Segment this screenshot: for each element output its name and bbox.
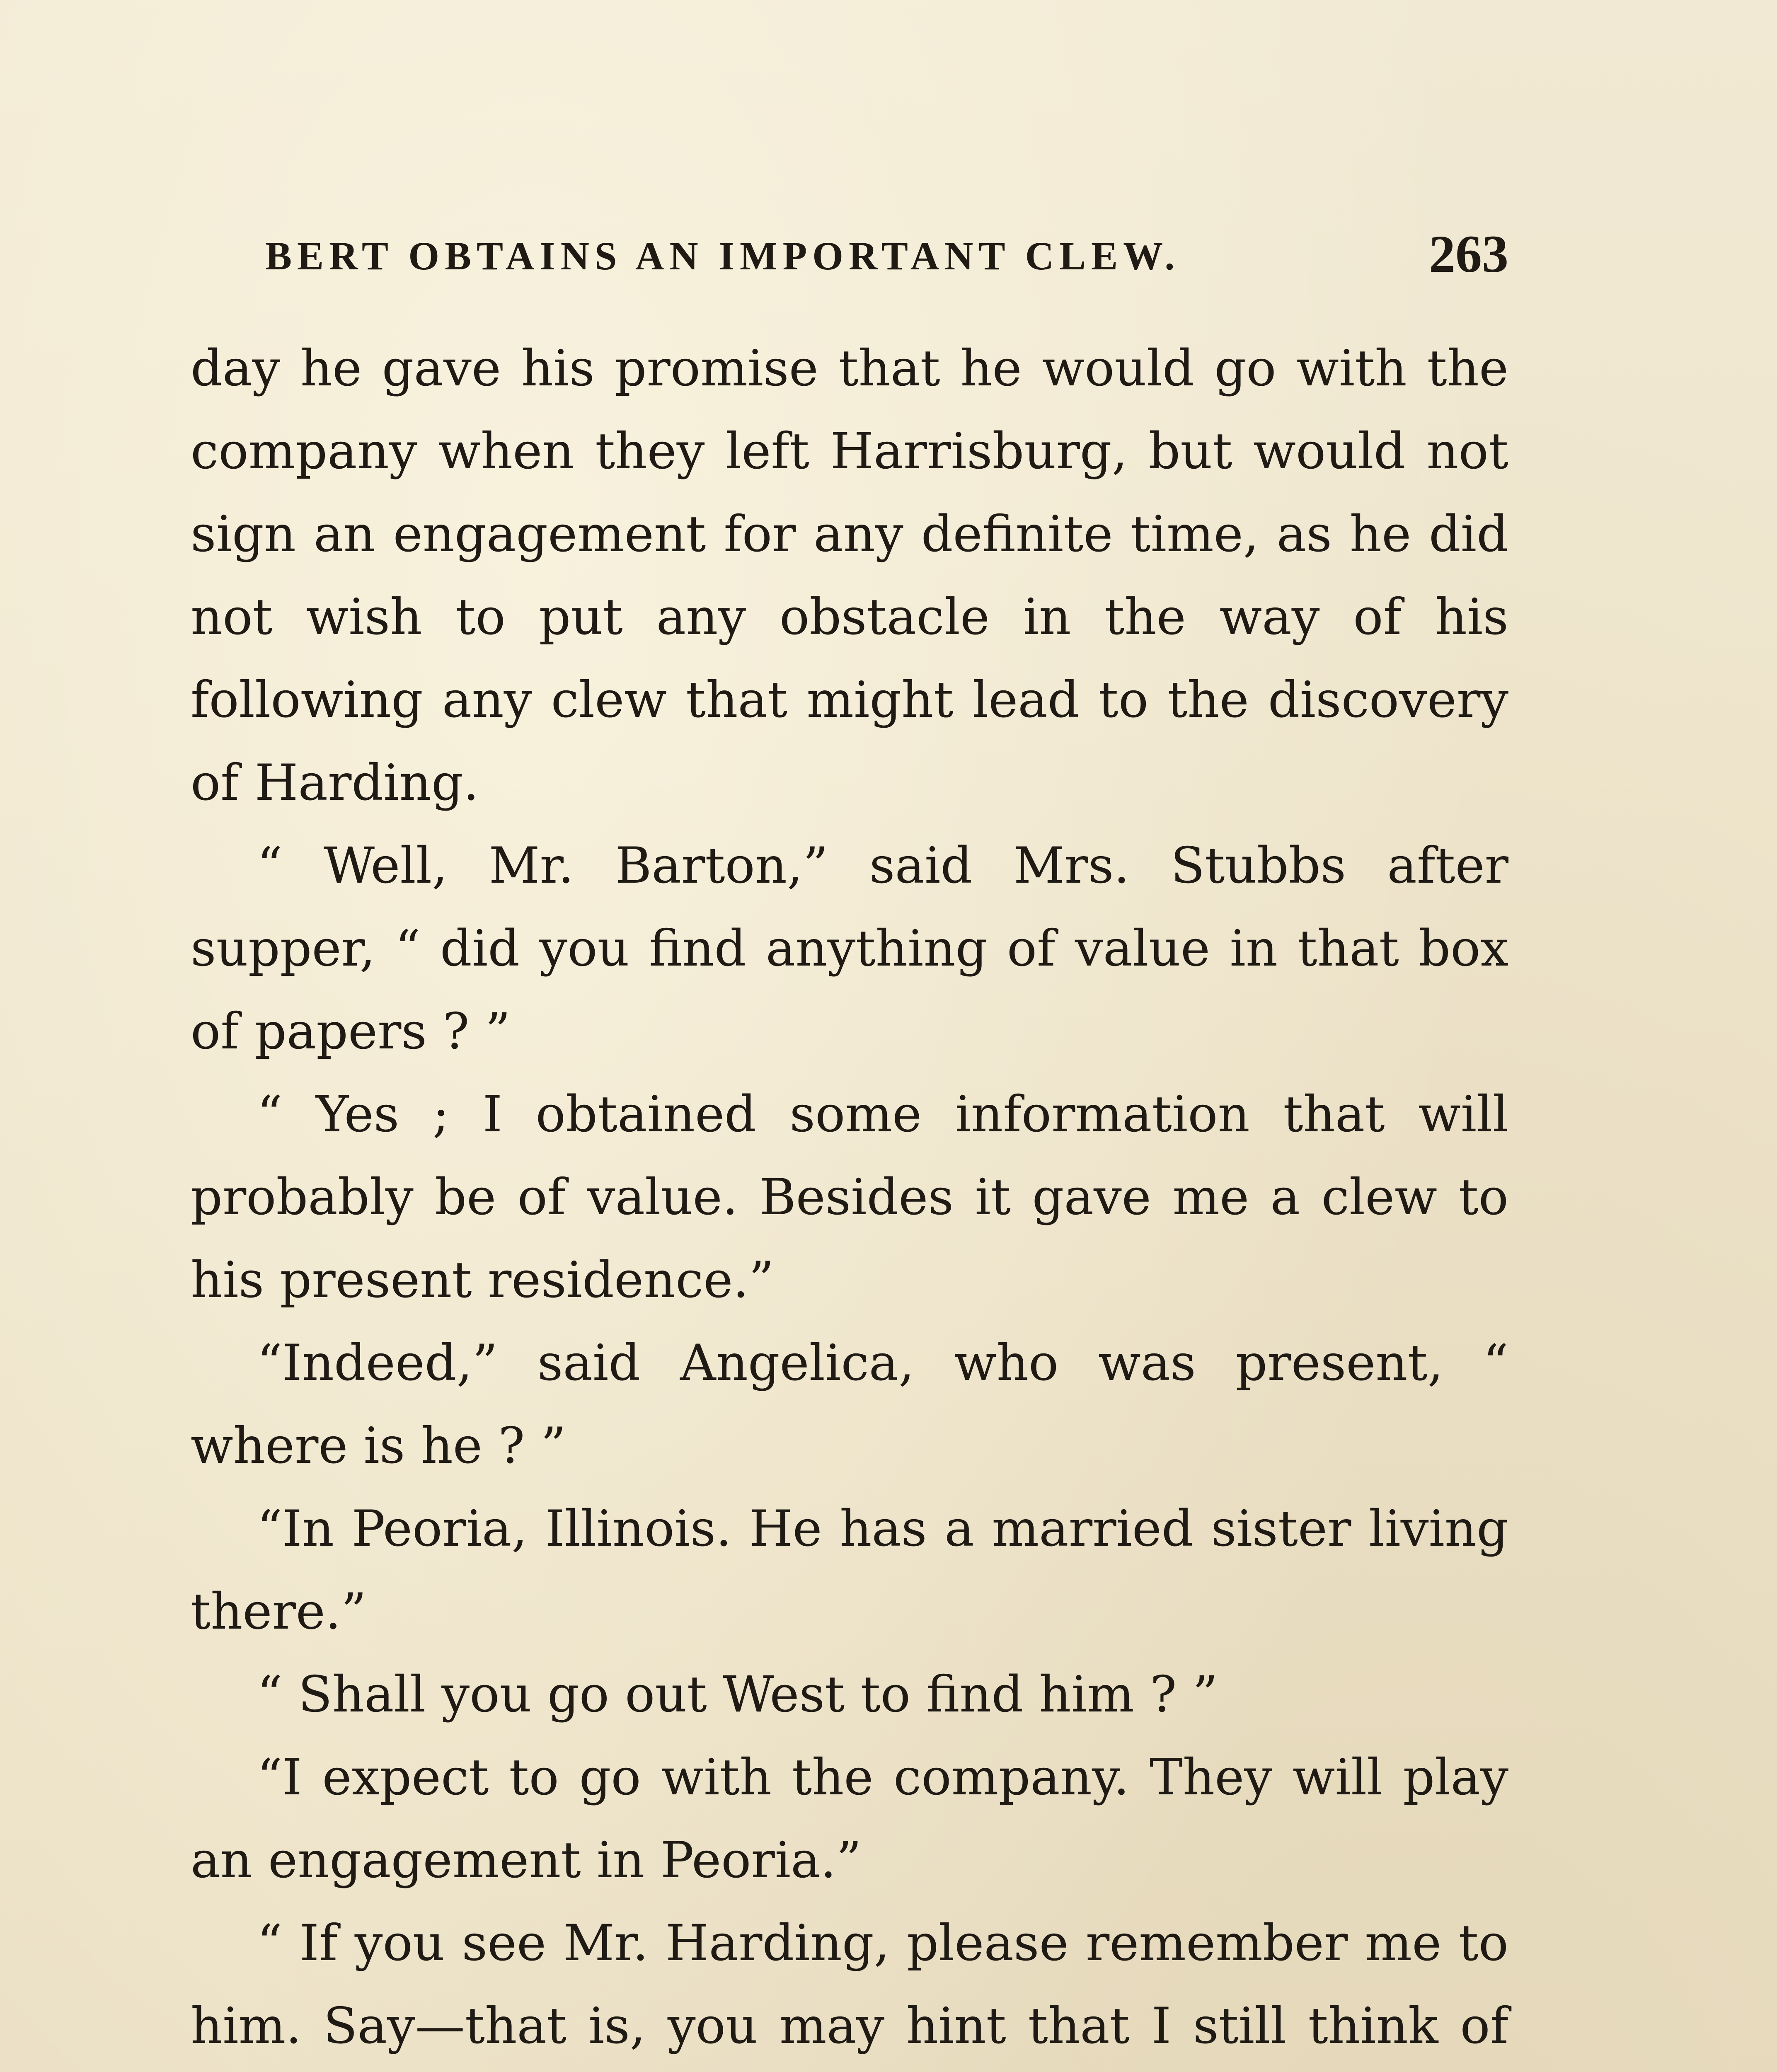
body-text <box>191 327 1508 2072</box>
paragraph: day he gave his promise that he would go with the company when they left Harrisburg, but would not sign an engagement for any definite time, as he did not wish to put any obstacle in the way of his following any clew that might lead to the discovery of Harding. <box>191 340 1508 812</box>
paragraph: “ Shall you go out West to find him ? ” <box>257 1666 1218 1723</box>
paragraph: “In Peoria, Illinois. He has a married sister living there.” <box>191 1500 1508 1641</box>
paragraph: “Indeed,” said Angelica, who was present, “ where is he ? ” <box>191 1334 1508 1475</box>
page-number: 263 <box>1429 225 1508 283</box>
paragraph: “I expect to go with the company. They will play an engagement in Peoria.” <box>191 1749 1508 1889</box>
paragraph: “ Yes ; I obtained some information that will probably be of value. Besides it gave me a clew to his present residence.” <box>191 1086 1508 1309</box>
running-head <box>265 224 1508 282</box>
paragraph: “ If you see Mr. Harding, please remember me to him. Say—that is, you may hint that I still think of <box>191 1915 1508 2055</box>
paragraph: “ Well, Mr. Barton,” said Mrs. Stubbs after supper, “ did you find anything of value in that box of papers ? ” <box>191 837 1508 1060</box>
running-title: BERT OBTAINS AN IMPORTANT CLEW. <box>265 234 1180 278</box>
